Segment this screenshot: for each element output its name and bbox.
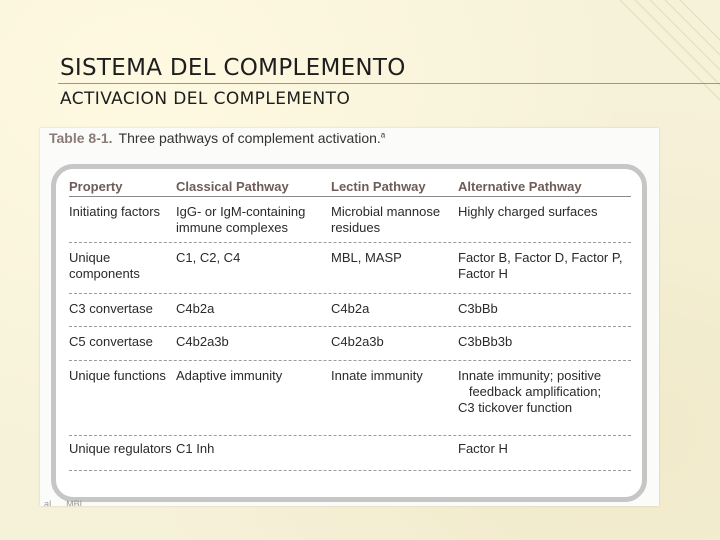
table-cell-classical: C1 Inh bbox=[176, 441, 215, 456]
table-cell-classical: C4b2a bbox=[176, 301, 215, 316]
row-divider bbox=[69, 360, 631, 361]
table-cell-classical: C4b2a3b bbox=[176, 334, 229, 349]
table-caption bbox=[49, 130, 385, 146]
row-divider bbox=[69, 293, 631, 294]
diagonal-stripes-decoration bbox=[580, 0, 720, 140]
table-cell-lectin: MBL, MASP bbox=[331, 250, 402, 265]
table-footnote: aL ... MBL bbox=[44, 499, 85, 506]
row-divider bbox=[69, 242, 631, 243]
column-header-property: Property bbox=[69, 179, 123, 194]
table-title-marker: a bbox=[380, 130, 386, 140]
table-cell-alternative: C3bBb bbox=[458, 301, 498, 316]
table-cell-property: Initiating factors bbox=[69, 204, 161, 219]
row-divider bbox=[69, 196, 631, 197]
table-cell-classical: C1, C2, C4 bbox=[176, 250, 241, 265]
row-divider bbox=[69, 470, 631, 471]
table-cell-property: C3 convertase bbox=[69, 301, 153, 316]
table-title: Three pathways of complement activation. bbox=[118, 130, 381, 146]
table-cell-lectin: Innate immunity bbox=[331, 368, 423, 383]
table-cell-classical: IgG- or IgM-containing immune complexes bbox=[176, 204, 306, 235]
table-label: Table 8-1. bbox=[49, 130, 113, 146]
table-frame bbox=[51, 164, 647, 502]
table-cell-property: C5 convertase bbox=[69, 334, 153, 349]
table-cell-alternative: Factor H bbox=[458, 441, 508, 456]
column-header-alternative: Alternative Pathway bbox=[458, 179, 582, 194]
row-divider bbox=[69, 326, 631, 327]
table-cell-alternative: Innate immunity; positive feedback amplification; C3 tickover function bbox=[458, 368, 602, 415]
table-cell-classical: Adaptive immunity bbox=[176, 368, 283, 383]
row-divider bbox=[69, 435, 631, 436]
table-cell-property: Unique functions bbox=[69, 368, 166, 383]
table-cell-property: Unique regulators bbox=[69, 441, 172, 456]
table-cell-property: Unique components bbox=[69, 250, 140, 281]
scanned-table-image bbox=[40, 128, 659, 506]
slide-subtitle: ACTIVACION DEL COMPLEMENTO bbox=[60, 89, 351, 109]
column-header-classical: Classical Pathway bbox=[176, 179, 289, 194]
table-cell-alternative: C3bBb3b bbox=[458, 334, 513, 349]
table-cell-alternative: Highly charged surfaces bbox=[458, 204, 598, 219]
table-cell-alternative: Factor B, Factor D, Factor P, Factor H bbox=[458, 250, 623, 281]
table-cell-lectin: C4b2a bbox=[331, 301, 370, 316]
column-header-lectin: Lectin Pathway bbox=[331, 179, 426, 194]
slide-title: SISTEMA DEL COMPLEMENTO bbox=[60, 55, 406, 81]
table-cell-lectin: C4b2a3b bbox=[331, 334, 384, 349]
table-cell-lectin: Microbial mannose residues bbox=[331, 204, 441, 235]
title-divider bbox=[58, 83, 720, 84]
